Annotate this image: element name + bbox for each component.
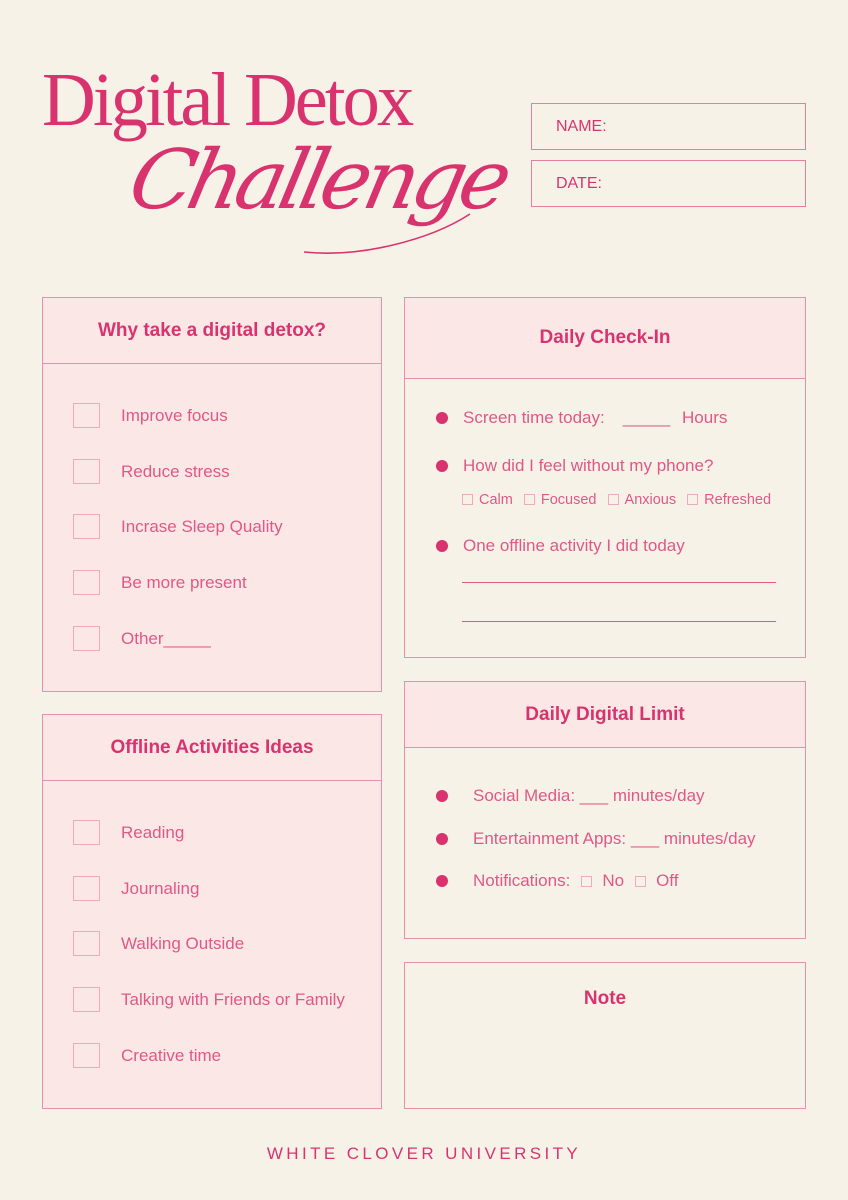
feel-option-label: Refreshed: [704, 492, 772, 508]
checkbox[interactable]: [73, 403, 100, 428]
offline-item-journaling[interactable]: [73, 876, 199, 901]
offline-item-label: Talking with Friends or Family: [121, 989, 345, 1009]
feel-options: [462, 492, 778, 508]
checkbox[interactable]: [462, 494, 473, 505]
offline-activities-title: Offline Activities Ideas: [43, 715, 381, 781]
bullet-dot: [436, 790, 448, 802]
checkbox[interactable]: [608, 494, 619, 505]
why-item-label: Improve focus: [121, 405, 228, 425]
checkbox[interactable]: [73, 987, 100, 1012]
daily-checkin-title: Daily Check-In: [405, 298, 805, 379]
date-field[interactable]: [531, 160, 806, 207]
social-media-label: Social Media: ___ minutes/day: [473, 786, 705, 805]
feel-option-anxious[interactable]: [608, 492, 677, 508]
title-swash-decoration: [300, 200, 500, 260]
offline-activities-panel: [42, 714, 382, 1109]
offline-item-walking[interactable]: [73, 931, 244, 956]
offline-item-label: Journaling: [121, 878, 200, 898]
why-item-label: Other_____: [121, 628, 211, 648]
feel-option-focused[interactable]: [524, 492, 597, 508]
why-item-label: Be more present: [121, 572, 247, 592]
activity-label: One offline activity I did today: [463, 536, 685, 555]
screen-time-row: [436, 408, 727, 428]
title-digital-detox: Digital Detox: [42, 58, 412, 142]
entertainment-row: [436, 829, 756, 849]
offline-item-talking[interactable]: [73, 987, 345, 1012]
checkbox[interactable]: [635, 876, 646, 887]
title-challenge: Challenge: [121, 133, 515, 228]
offline-item-label: Reading: [121, 822, 185, 842]
checkbox[interactable]: [73, 931, 100, 956]
feel-row: [436, 456, 713, 476]
feel-option-label: Anxious: [624, 492, 677, 508]
notifications-row: [436, 871, 678, 891]
why-item-label: Reduce stress: [121, 461, 230, 481]
notifications-option-label: Off: [656, 871, 679, 890]
feel-option-label: Calm: [479, 492, 513, 508]
why-item-label: Incrase Sleep Quality: [121, 516, 283, 536]
checkbox[interactable]: [73, 514, 100, 539]
checkbox[interactable]: [581, 876, 592, 887]
activity-answer-line-1[interactable]: [462, 582, 776, 583]
checkbox[interactable]: [73, 876, 100, 901]
notifications-option-off[interactable]: [635, 871, 678, 891]
bullet-dot: [436, 540, 448, 552]
offline-item-label: Creative time: [121, 1045, 222, 1065]
offline-item-reading[interactable]: [73, 820, 184, 845]
offline-item-creative[interactable]: [73, 1043, 221, 1068]
footer-university-name: WHITE CLOVER UNIVERSITY: [266, 1144, 582, 1163]
name-field[interactable]: [531, 103, 806, 150]
name-label: NAME:: [556, 118, 607, 135]
screen-time-unit: Hours: [682, 408, 728, 427]
checkbox[interactable]: [73, 626, 100, 651]
why-item-present[interactable]: [73, 570, 247, 595]
daily-digital-limit-title: Daily Digital Limit: [405, 682, 805, 748]
checkbox[interactable]: [73, 459, 100, 484]
feel-option-label: Focused: [540, 492, 597, 508]
feel-label: How did I feel without my phone?: [463, 456, 714, 475]
note-panel[interactable]: [404, 962, 806, 1109]
activity-answer-line-2[interactable]: [462, 621, 776, 622]
why-item-sleep[interactable]: [73, 514, 283, 539]
social-media-row: [436, 786, 705, 806]
why-item-other[interactable]: [73, 626, 211, 651]
note-title: Note: [583, 988, 627, 1009]
checkbox[interactable]: [73, 820, 100, 845]
activity-row: [436, 536, 685, 556]
feel-option-refreshed[interactable]: [687, 492, 771, 508]
notifications-label: Notifications:: [473, 871, 571, 890]
checkbox[interactable]: [73, 570, 100, 595]
entertainment-label: Entertainment Apps: ___ minutes/day: [473, 829, 756, 848]
why-item-focus[interactable]: [73, 403, 228, 428]
screen-time-blank[interactable]: _____: [622, 408, 671, 427]
date-label: DATE:: [556, 175, 602, 192]
bullet-dot: [436, 875, 448, 887]
daily-digital-limit-panel: [404, 681, 806, 939]
why-detox-panel: [42, 297, 382, 692]
daily-checkin-panel: [404, 297, 806, 658]
why-item-stress[interactable]: [73, 459, 230, 484]
notifications-option-label: No: [602, 871, 625, 890]
notifications-option-no[interactable]: [581, 871, 624, 891]
checkbox[interactable]: [687, 494, 698, 505]
screen-time-label: Screen time today:: [463, 408, 605, 427]
feel-option-calm[interactable]: [462, 492, 513, 508]
why-detox-title: Why take a digital detox?: [43, 298, 381, 364]
bullet-dot: [436, 412, 448, 424]
bullet-dot: [436, 833, 448, 845]
bullet-dot: [436, 460, 448, 472]
checkbox[interactable]: [524, 494, 535, 505]
offline-item-label: Walking Outside: [121, 933, 245, 953]
checkbox[interactable]: [73, 1043, 100, 1068]
